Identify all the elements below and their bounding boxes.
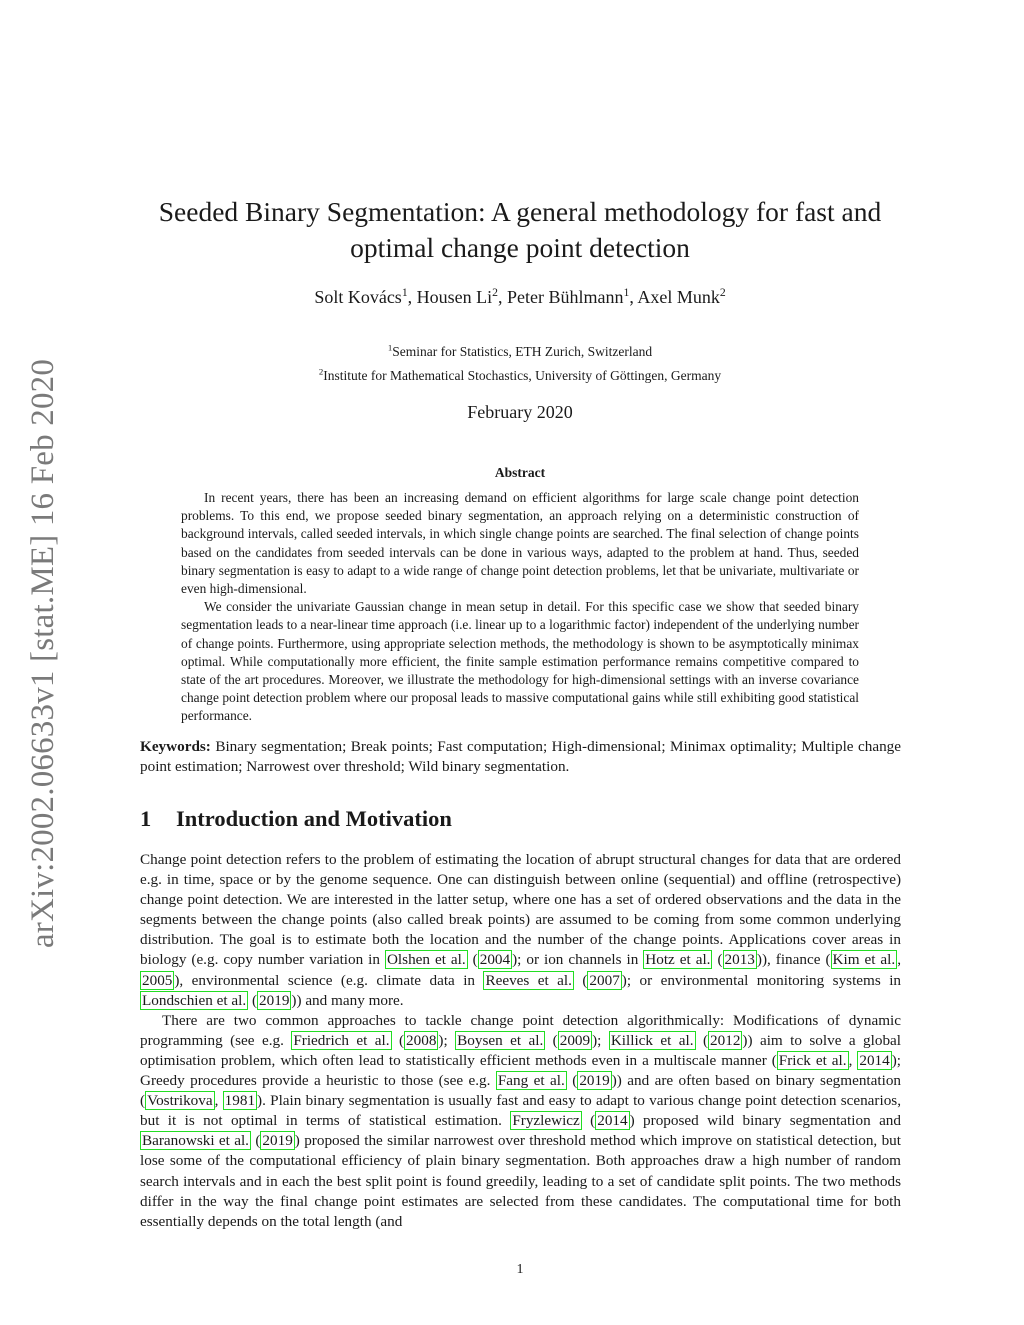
author-name: Solt Kovács: [314, 287, 402, 307]
affiliation-mark: 1: [387, 342, 393, 353]
author-name: Housen Li: [416, 287, 493, 307]
abstract-heading: Abstract: [494, 465, 546, 480]
body-text: ) proposed wild binary segmentation and: [629, 1112, 901, 1130]
citation-year-link[interactable]: 2007: [589, 971, 620, 989]
body-text: ,: [848, 1051, 858, 1069]
citation-link[interactable]: Kim et al.: [832, 951, 896, 969]
body-text: ); or environmental monitoring systems in: [621, 971, 902, 989]
arxiv-identifier-stamp: [24, 348, 64, 958]
body-text: (: [566, 1072, 578, 1090]
body-text: (: [248, 991, 258, 1009]
citation-year-link[interactable]: 2019: [579, 1072, 610, 1090]
body-text: )), finance (: [756, 951, 831, 969]
body-text: (: [467, 951, 478, 969]
citation-link[interactable]: Olshen et al.: [386, 951, 466, 969]
body-text: (: [581, 1112, 596, 1130]
body-text: Change point detection refers to the problem of estimating the location of abrupt structural changes for data that are ordered e.g. in time, space or by the genome sequence. One can distinguish between online (sequential) and offline (retrospective) change point detection. We are interested in the latter setup, where one has a set of ordered observations and the data in the segments between the change points (also called break points) are assumed to be coming from some common underlying distribution. The goal is to estimate both the location and the number of the change points. Applications cover areas in biology (e.g. copy number variation in: [140, 851, 901, 969]
body-text: There are two common approaches to tackle change point detection algorithmically: Modifications of dynamic programming (see e.g.: [140, 1011, 901, 1049]
author-affil-mark: 2: [719, 286, 726, 299]
affiliation: [120, 368, 920, 384]
body-text: ,: [897, 951, 901, 969]
abstract-paragraph: In recent years, there has been an increasing demand on efficient algorithms for large scale change point detection problems. To this end, we propose seeded binary segmentation, an approach relying on a deterministic construction of background intervals, called seeded intervals, in which single change points are searched. The final selection of change points based on the candidates from seeded intervals can be done in various ways, adapted to the problem at hand. Thus, seeded binary segmentation is easy to adapt to a wide range of change point detection problems, let that be univariate, multivariate or even high-dimensional.: [181, 490, 859, 597]
body-text: (: [250, 1132, 261, 1150]
author-affil-mark: 1: [623, 286, 630, 299]
keywords-text: Binary segmentation; Break points; Fast computation; High-dimensional; Minimax optimality; Multiple change point estimation; Narrowest over threshold; Wild binary segmentation.: [140, 738, 901, 775]
citation-link[interactable]: Baranowski et al.: [142, 1132, 249, 1150]
author-name: Axel Munk: [637, 287, 720, 307]
body-text: (: [712, 951, 723, 969]
intro-paragraph: [140, 850, 901, 1011]
publication-date: February 2020: [467, 402, 573, 422]
citation-year-link[interactable]: 2004: [479, 951, 511, 969]
body-text: (: [545, 1031, 558, 1049]
citation-year-link[interactable]: 2005: [142, 971, 173, 989]
abstract-body: [181, 489, 859, 726]
citation-year-link[interactable]: 2013: [724, 951, 755, 969]
arxiv-id-text: arXiv:2002.06633v1 [stat.ME] 16 Feb 2020: [25, 358, 62, 948]
section-heading: [140, 806, 452, 832]
author-name: Peter Bühlmann: [507, 287, 624, 307]
author-affil-mark: 1: [401, 286, 408, 299]
section-number: 1: [140, 806, 152, 831]
citation-link[interactable]: Killick et al.: [610, 1031, 694, 1049]
abstract-paragraph: We consider the univariate Gaussian change in mean setup in detail. For this specific case we show that seeded binary segmentation leads to a near-linear time approach (i.e. linear up to a logarithmic factor) independent of the underlying number of change points. Furthermore, using appropriate selection methods, the methodology is shown to be asymptotically minimax optimal. While computationally more efficient, the finite sample estimation performance remains competitive compared to state of the art procedures. Moreover, we illustrate the methodology for high-dimensional settings with an inverse covariance change point detection problem where our proposal leads to massive computational gains while still exhibiting good statistical performance.: [181, 599, 859, 724]
author-affil-mark: 2: [492, 286, 498, 299]
body-text: ,: [214, 1092, 223, 1110]
affiliation: [120, 344, 920, 360]
affiliation-text: Institute for Mathematical Stochastics, University of Göttingen, Germany: [323, 368, 722, 383]
body-text: (: [695, 1031, 709, 1049]
affiliation-mark: 2: [318, 366, 324, 377]
body-text: ); Greedy procedures provide a heuristic to those (see e.g.: [140, 1051, 902, 1090]
citation-year-link[interactable]: 2008: [406, 1031, 437, 1049]
intro-paragraph: [140, 1011, 901, 1232]
body-text: );: [592, 1031, 609, 1049]
body-text: ) proposed the similar narrowest over threshold method which improve on statistical detection, but lose some of the computational efficiency of plain binary segmentation. Both approaches draw a high number of random search intervals and in each the best split point is found greedily, leading to a set of candidate split points. The two methods differ in the way the final change point estimates are selected from these candidates. The computational time for both essentially depends on the total length (and: [140, 1132, 901, 1230]
citation-link[interactable]: Frick et al.: [778, 1051, 847, 1069]
citation-year-link[interactable]: 2014: [597, 1112, 628, 1130]
citation-link[interactable]: Friedrich et al.: [293, 1031, 390, 1049]
body-text: )) and many more.: [291, 991, 404, 1009]
citation-year-link[interactable]: 2019: [259, 991, 290, 1009]
citation-year-link[interactable]: 2019: [262, 1132, 293, 1150]
body-text: ), environmental science (e.g. climate data in: [174, 971, 484, 989]
author-list: Solt Kovács$^1$, Housen Li$^2$, Peter Bühlmann$^1$, Axel Munk$^2$: [314, 286, 726, 307]
citation-link[interactable]: Fang et al.: [497, 1072, 565, 1090]
body-text: )) and are often based on binary segmentation (: [140, 1072, 902, 1110]
citation-link[interactable]: Londschien et al.: [142, 991, 247, 1009]
keywords-label: Keywords:: [140, 738, 211, 755]
body-text: ). Plain binary segmentation is usually fast and easy to adapt to various change point detection scenarios, but it is not optimal in terms of statistical estimation.: [140, 1092, 902, 1130]
body-text: )) aim to solve a global optimisation problem, which often lead to statistically efficient methods even in a multiscale manner (: [140, 1031, 901, 1069]
citation-link[interactable]: Boysen et al.: [457, 1031, 544, 1049]
introduction-body: [140, 850, 901, 1232]
citation-year-link[interactable]: 1981: [224, 1092, 256, 1110]
citation-link[interactable]: Vostrikova: [147, 1092, 213, 1110]
citation-year-link[interactable]: 2009: [559, 1031, 591, 1049]
citation-link[interactable]: Reeves et al.: [485, 971, 572, 989]
body-text: (: [573, 971, 588, 989]
body-text: );: [438, 1031, 456, 1049]
keywords: [140, 737, 901, 777]
citation-link[interactable]: Hotz et al.: [645, 951, 711, 969]
affiliation-text: Seminar for Statistics, ETH Zurich, Switzerland: [392, 344, 653, 359]
citation-link[interactable]: Fryzlewicz: [512, 1112, 580, 1130]
page-number: 1: [516, 1262, 524, 1277]
body-text: (: [391, 1031, 405, 1049]
citation-year-link[interactable]: 2014: [859, 1051, 890, 1069]
paper-title: Seeded Binary Segmentation: A general methodology for fast and optimal change point detection: [158, 196, 882, 263]
body-text: ); or ion channels in: [512, 951, 644, 969]
citation-year-link[interactable]: 2012: [710, 1031, 741, 1049]
section-title: Introduction and Motivation: [176, 806, 452, 831]
